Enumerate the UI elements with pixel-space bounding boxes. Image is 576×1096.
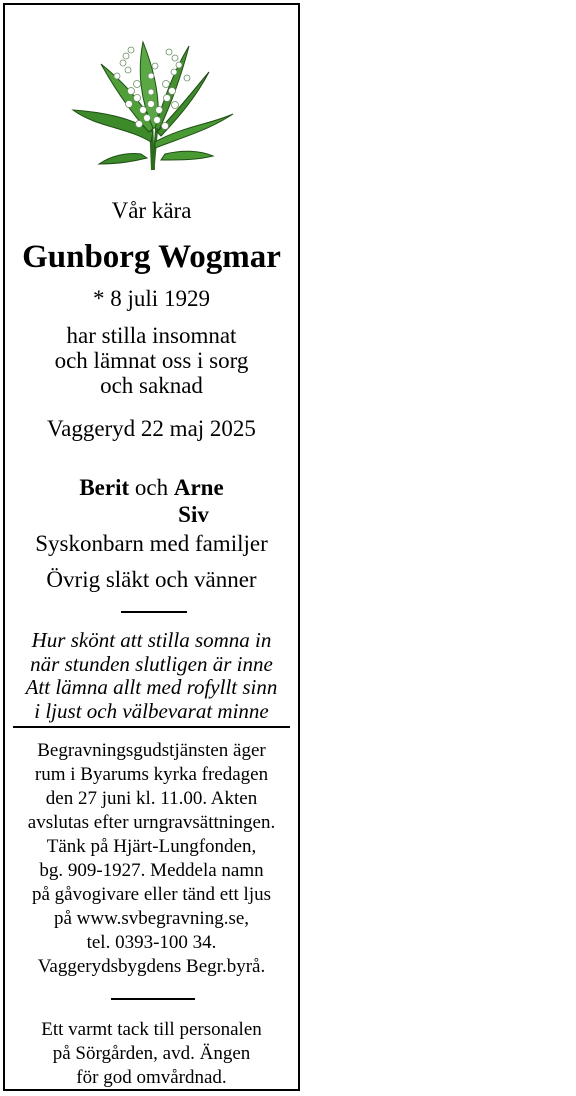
mourner-name: Berit bbox=[79, 475, 130, 500]
relatives-line: Syskonbarn med familjer bbox=[35, 531, 268, 556]
relatives-line: Övrig släkt och vänner bbox=[46, 567, 257, 592]
poem-line: Hur skönt att stilla somna in bbox=[31, 628, 272, 652]
info-line: rum i Byarums kyrka fredagen bbox=[34, 764, 269, 785]
obituary-notice bbox=[3, 3, 300, 1091]
deceased-name: Gunborg Wogmar bbox=[22, 239, 281, 275]
poem bbox=[5, 629, 298, 723]
info-line: Tänk på Hjärt-Lungfonden, bbox=[46, 836, 257, 857]
place-and-date: Vaggeryd 22 maj 2025 bbox=[47, 416, 256, 441]
thanks-line: för god omvårdnad. bbox=[76, 1067, 227, 1088]
info-line: bg. 909-1927. Meddela namn bbox=[39, 860, 264, 881]
message-line: och lämnat oss i sorg bbox=[54, 348, 249, 373]
divider bbox=[111, 998, 195, 1000]
mourner-name: Siv bbox=[178, 502, 209, 527]
info-line: tel. 0393-100 34. bbox=[86, 932, 217, 953]
info-line: avslutas efter urngravsättningen. bbox=[27, 812, 276, 833]
thanks-line: på Sörgården, avd. Ängen bbox=[52, 1043, 251, 1064]
intro-text: Vår kära bbox=[111, 198, 192, 223]
divider bbox=[121, 611, 187, 613]
lily-of-the-valley-icon bbox=[71, 32, 235, 174]
mourner-name: Arne bbox=[173, 475, 224, 500]
info-line: på www.svbegravning.se, bbox=[53, 908, 250, 929]
message-line: och saknad bbox=[100, 373, 203, 398]
passing-message bbox=[5, 323, 298, 398]
birth-date: * 8 juli 1929 bbox=[93, 286, 210, 311]
message-line: har stilla insomnat bbox=[66, 323, 237, 348]
poem-line: i ljust och välbevarat minne bbox=[34, 698, 269, 723]
mourners-line bbox=[5, 474, 298, 502]
funeral-info bbox=[5, 739, 298, 979]
thanks-message bbox=[5, 1018, 298, 1090]
divider bbox=[13, 726, 290, 728]
poem-line: Att lämna allt med rofyllt sinn bbox=[25, 675, 278, 699]
info-line: Begravningsgudstjänsten äger bbox=[37, 740, 266, 761]
info-line: Vaggerydsbygdens Begr.byrå. bbox=[37, 956, 266, 977]
thanks-line: Ett varmt tack till personalen bbox=[41, 1019, 262, 1040]
info-line: på gåvogivare eller tänd ett ljus bbox=[32, 884, 271, 905]
info-line: den 27 juni kl. 11.00. Akten bbox=[45, 788, 258, 809]
mourner-conjunction: och bbox=[129, 475, 174, 500]
poem-line: när stunden slutligen är inne bbox=[30, 651, 273, 676]
